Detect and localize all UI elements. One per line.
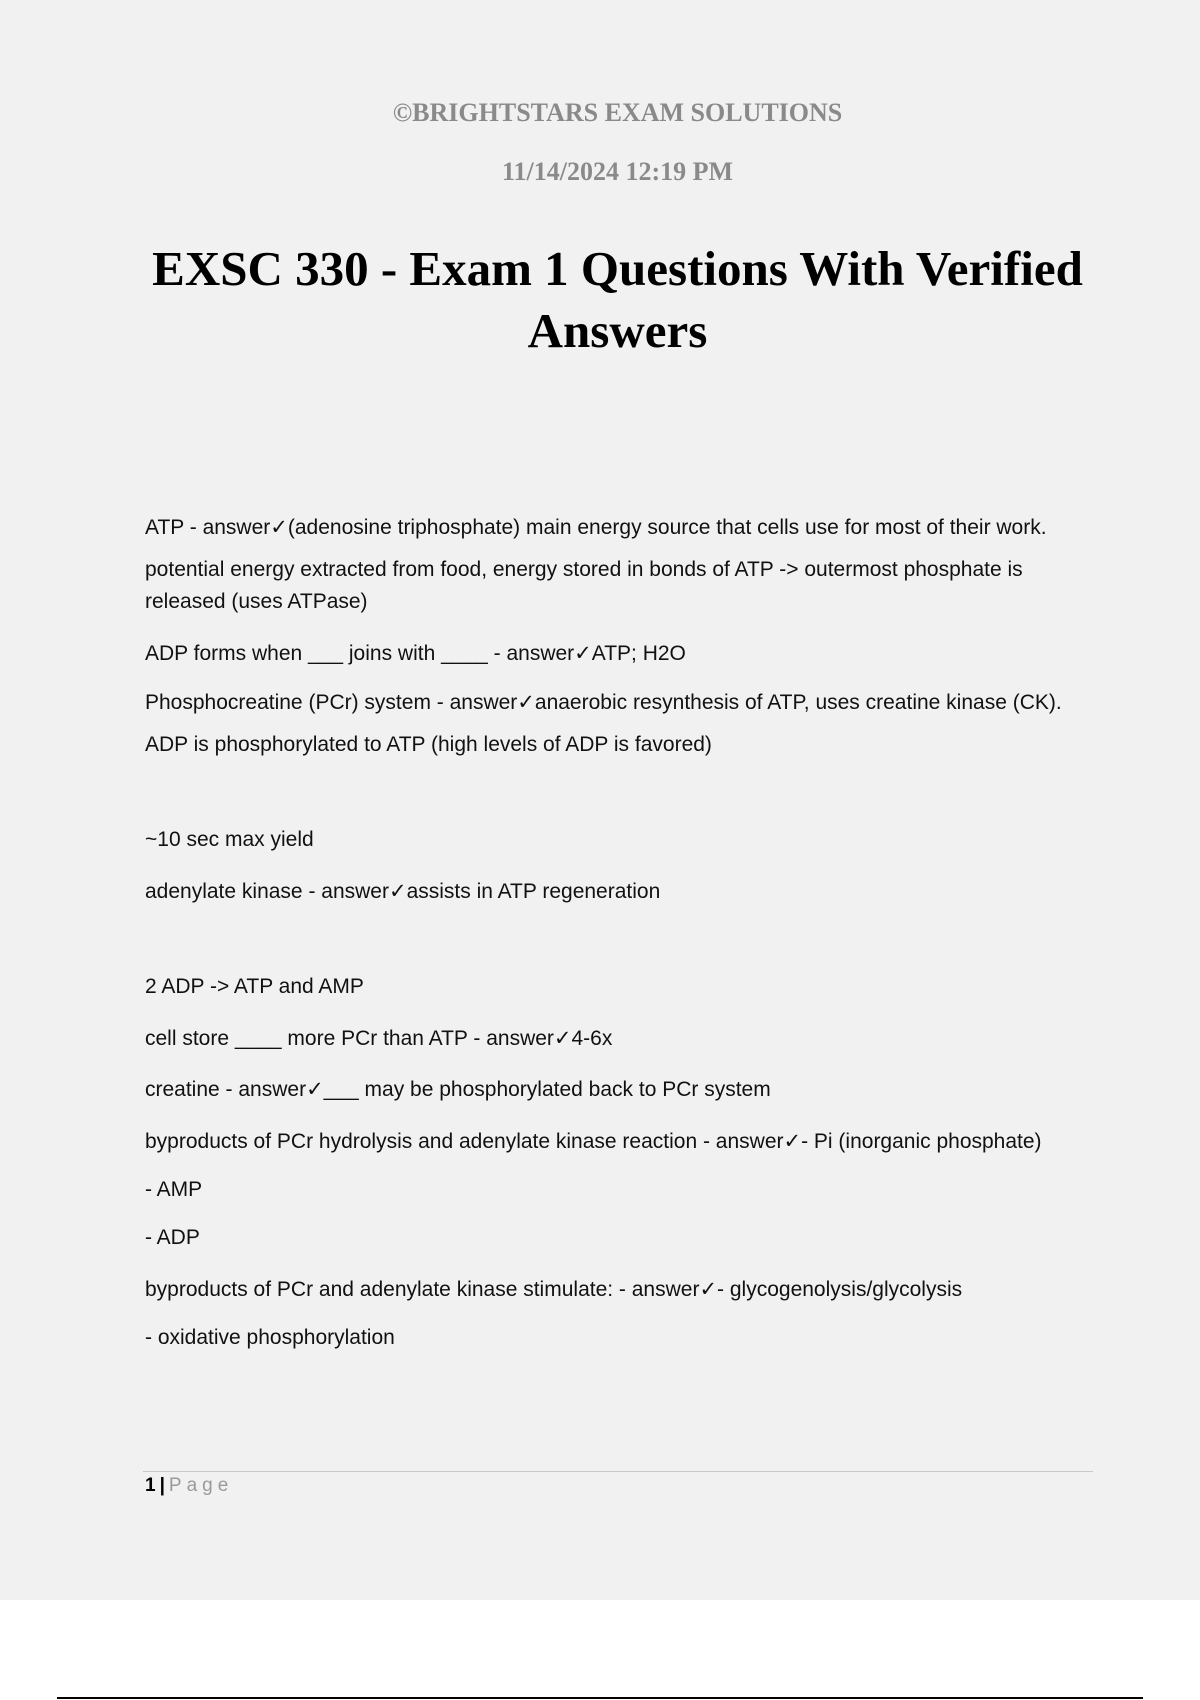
- page-footer: [145, 1473, 233, 1499]
- paragraph-adp-forms: ADP forms when ___ joins with ____ - answer✓ATP; H2O: [145, 642, 686, 665]
- paragraph-potential-energy: potential energy extracted from food, energy stored in bonds of ATP -> outermost phosphate is released (uses ATPase): [145, 558, 1023, 613]
- page-number: 1: [145, 1475, 156, 1496]
- paragraph-2adp-reaction: 2 ADP -> ATP and AMP: [145, 975, 364, 998]
- footer-divider: [143, 1471, 1093, 1472]
- document-title: EXSC 330 - Exam 1 Questions With Verified Answers: [152, 241, 1083, 358]
- paragraph-amp: - AMP: [145, 1178, 203, 1201]
- paragraph-pcr-system: Phosphocreatine (PCr) system - answer✓anaerobic resynthesis of ATP, uses creatine kinase (CK).: [145, 691, 1062, 714]
- paragraph-oxidative-phosphorylation: - oxidative phosphorylation: [145, 1326, 395, 1349]
- page-label: Page: [168, 1475, 234, 1496]
- page-separator: |: [159, 1475, 165, 1496]
- paragraph-adp-phosphorylated: ADP is phosphorylated to ATP (high levels of ADP is favored): [145, 733, 712, 756]
- watermark-timestamp: 11/14/2024 12:19 PM: [501, 157, 734, 186]
- paragraph-byproducts-hydrolysis: byproducts of PCr hydrolysis and adenylate kinase reaction - answer✓- Pi (inorganic phosphate): [145, 1130, 1042, 1153]
- paragraph-adenylate-kinase: adenylate kinase - answer✓assists in ATP regeneration: [145, 880, 661, 903]
- paragraph-byproducts-stimulate: byproducts of PCr and adenylate kinase stimulate: - answer✓- glycogenolysis/glycolysis: [145, 1278, 963, 1301]
- paragraph-cell-store: cell store ____ more PCr than ATP - answer✓4-6x: [145, 1027, 613, 1050]
- document-body: [145, 512, 1095, 1354]
- next-page-top-rule: [57, 1697, 1143, 1699]
- paragraph-creatine: creatine - answer✓___ may be phosphorylated back to PCr system: [145, 1078, 771, 1101]
- paragraph-max-yield: ~10 sec max yield: [145, 828, 314, 851]
- paragraph-adp: - ADP: [145, 1226, 200, 1249]
- watermark-brand: ©BRIGHTSTARS EXAM SOLUTIONS: [392, 98, 843, 127]
- paragraph-atp: ATP - answer✓(adenosine triphosphate) main energy source that cells use for most of their work.: [145, 516, 1047, 539]
